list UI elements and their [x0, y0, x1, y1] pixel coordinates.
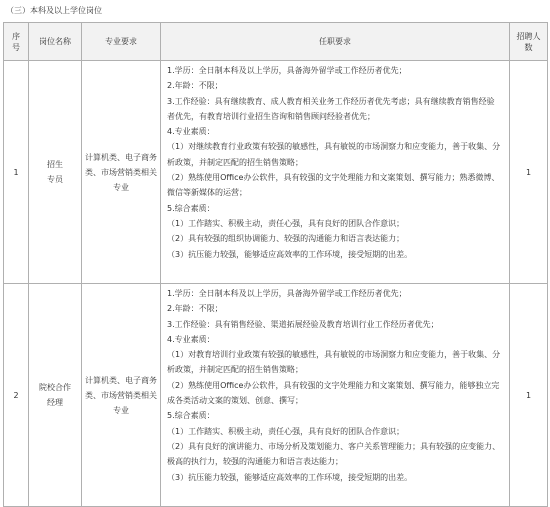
header-seq — [4, 23, 29, 61]
header-count-line: 招聘人 — [516, 31, 541, 41]
requirement-line: 5.综合素质： — [167, 411, 215, 421]
requirement-line: （2）具有良好的演讲能力、市场分析及策划能力、客户关系管理能力；具有较强的应变能力、 — [167, 441, 501, 451]
header-count-line: 数 — [524, 42, 533, 52]
cell-seq: 1 — [4, 61, 29, 284]
cell-major — [82, 284, 161, 507]
table-row — [4, 284, 548, 507]
requirement-line: 4.专业素质： — [167, 127, 215, 137]
table-row — [4, 61, 548, 284]
header-seq-line: 号 — [12, 42, 20, 52]
position-line: 院校合作 — [39, 383, 71, 392]
requirement-line: （2）熟练使用Office办公软件，具有较强的文字处理能力和文案策划、撰写能力；熟悉微博、 — [167, 173, 500, 183]
cell-count: 1 — [510, 284, 548, 507]
requirement-line: 2.年龄：不限； — [167, 81, 223, 91]
position-line: 经理 — [47, 398, 63, 407]
requirement-line: 成各类活动文案的策划、创意、撰写； — [167, 396, 303, 406]
requirement-line: 微信等新媒体的运营； — [167, 188, 247, 198]
requirement-line: （1）对教育培训行业政策有较强的敏感性，具有敏锐的市场洞察力和应变能力，善于收集、分 — [167, 350, 501, 360]
cell-count: 1 — [510, 61, 548, 284]
header-position: 岗位名称 — [29, 23, 82, 61]
requirement-line: 3.工作经验：具有销售经验、渠道拓展经验及教育培训行业工作经历者优先； — [167, 319, 439, 329]
requirement-line: 1.学历：全日制本科及以上学历，具备海外留学或工作经历者优先； — [167, 66, 407, 75]
requirement-line: （1）工作踏实、积极主动，责任心强，具有良好的团队合作意识； — [167, 218, 405, 228]
major-line: 类、市场营销类相关 — [85, 390, 157, 400]
requirement-line: （2）具有较强的组织协调能力、较强的沟通能力和语言表达能力； — [167, 234, 405, 244]
requirement-line: （2）熟练使用Office办公软件，具有较强的文字处理能力和文案策划、撰写能力，能够独立完 — [167, 380, 500, 390]
header-requirements: 任职要求 — [161, 23, 510, 61]
cell-position — [29, 61, 82, 284]
requirement-line: （1）工作踏实、积极主动，责任心强，具有良好的团队合作意识； — [167, 426, 405, 436]
header-count — [510, 23, 548, 61]
cell-requirements — [161, 61, 510, 284]
position-line: 招生 — [47, 160, 63, 169]
requirement-line: （1）对继续教育行业政策有较强的敏感性，具有敏锐的市场洞察力和应变能力，善于收集、分 — [167, 142, 501, 152]
cell-position — [29, 284, 82, 507]
major-line: 计算机类、电子商务 — [85, 152, 157, 162]
requirement-line: 4.专业素质： — [167, 334, 215, 344]
major-line: 类、市场营销类相关 — [85, 167, 157, 177]
requirement-line: 极高的执行力，较强的沟通能力和语言表达能力； — [167, 457, 343, 467]
requirement-line: 2.年龄：不限； — [167, 304, 223, 314]
requirement-line: 3.工作经验：具有继续教育、成人教育相关业务工作经历者优先考虑；具有继续教育销售经验 — [167, 96, 495, 106]
cell-major — [82, 61, 161, 284]
major-line: 专业 — [113, 182, 129, 192]
requirement-line: 者优先，有教育培训行业招生咨询和销售顾问经验者优先； — [167, 111, 375, 121]
requirement-line: （3）抗压能力较强，能够适应高效率的工作环境，接受短期的出差。 — [167, 249, 413, 259]
position-line: 专员 — [47, 175, 63, 184]
requirement-line: 析政策，并制定匹配的招生销售策略； — [167, 157, 303, 167]
requirement-line: 5.综合素质： — [167, 203, 215, 213]
table-header-row — [4, 23, 548, 61]
cell-seq: 2 — [4, 284, 29, 507]
section-title: （三）本科及以上学位岗位 — [6, 6, 102, 15]
major-line: 专业 — [113, 405, 129, 415]
requirement-line: （3）抗压能力较强，能够适应高效率的工作环境，接受短期的出差。 — [167, 472, 413, 482]
requirement-line: 1.学历：全日制本科及以上学历，具备海外留学或工作经历者优先； — [167, 289, 407, 298]
requirement-line: 析政策，并制定匹配的招生销售策略； — [167, 365, 303, 375]
major-line: 计算机类、电子商务 — [85, 375, 157, 385]
header-major: 专业要求 — [82, 23, 161, 61]
job-table — [3, 22, 548, 507]
header-seq-line: 序 — [12, 31, 20, 41]
cell-requirements — [161, 284, 510, 507]
